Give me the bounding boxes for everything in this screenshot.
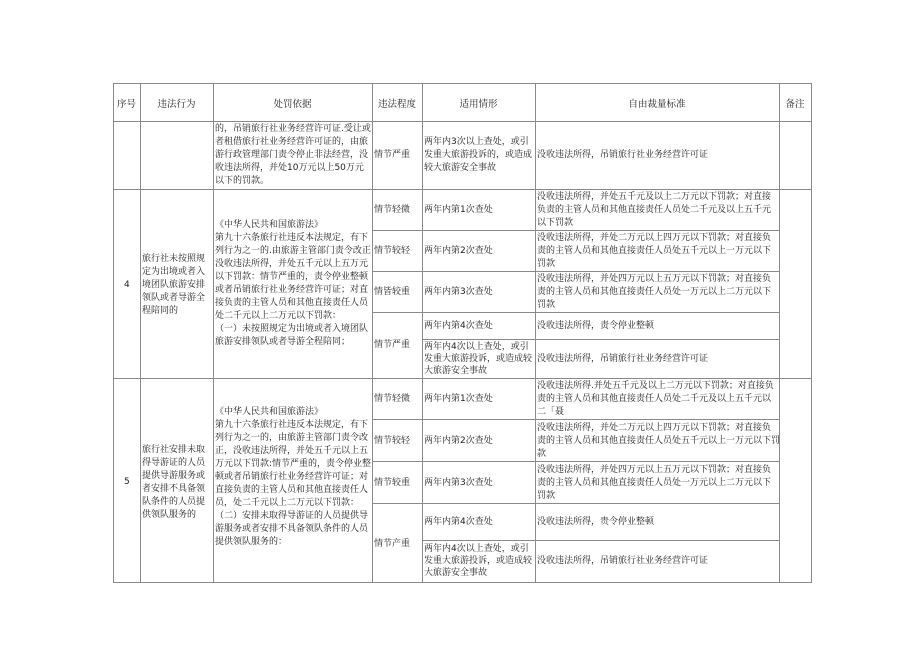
row-seq: 5: [124, 477, 130, 487]
situation-cell: 两年内第4次查处: [424, 321, 493, 331]
basis-line: 提供领队服务的：: [215, 537, 288, 547]
standard-line: 没收违法所得，吊销旅行社业务经营许可证: [537, 556, 709, 566]
row-seq: 4: [124, 280, 130, 290]
header-seq: 序号: [116, 99, 136, 110]
grid-line: [422, 83, 423, 583]
standard-line: 责的主管人员和其他直接责任人员处一万元以上二万元以下: [537, 478, 772, 488]
standard-line: 以下罚款: [537, 218, 574, 228]
violation-line: 旅行社安排未取: [142, 445, 206, 455]
basis-line: 万元以下罚款:情节严重的，责令停业整: [215, 459, 372, 469]
standard-line: 没收违法所得，并处四万元以上五万元以下罚款；对直接负: [537, 465, 772, 475]
situation-cell: 两年内第1次查处: [424, 205, 493, 215]
basis-line: 顿或者吊销旅行社业务经营许可证；对: [215, 472, 369, 482]
standard-line: 责的主管人员和其他直接责任人员处五千元以上一万元以下罚: [537, 436, 781, 446]
situation-cell: 两年内第3次查处: [424, 287, 493, 297]
violation-line: 得导游证的人员: [142, 458, 206, 468]
violation-line: 旅行社未按照规: [142, 254, 206, 264]
basis-line: 接负责的主管人员和其他直接责任人员: [215, 298, 369, 308]
grid-line: [113, 121, 812, 122]
grid-line: [422, 540, 779, 541]
situation-cell: 两年内第2次查处: [424, 436, 493, 446]
degree-cell: 情节轻微: [374, 394, 411, 404]
violation-line: 队条件的人员提: [142, 497, 206, 507]
grid-line: [113, 189, 812, 190]
basis-line: 列行为之一的.由旅游主管部门责令改正: [215, 246, 371, 256]
basis-line: 处二千元以上二万元以下罚款：: [215, 311, 342, 321]
basis-line: 者租借旅行社业务经营许可证的，由旅: [215, 137, 369, 147]
standard-line: 没收违法所得，责令停业整顿: [537, 321, 655, 331]
situation-cell: 两年内第2次查处: [424, 246, 493, 256]
violation-line: 供领队服务的: [142, 510, 197, 520]
grid-line: [113, 83, 114, 583]
basis-line: 第九十六条旅行社违反本法规定，有下: [215, 420, 369, 430]
grid-line: [372, 503, 779, 504]
grid-line: [372, 312, 779, 313]
standard-cell: 没收违法所得，吊销旅行社业务经营许可证: [537, 150, 709, 160]
standard-line: 没收违法所得，并处二万元以上四万元以下罚款；对直接负: [537, 423, 772, 433]
grid-line: [372, 230, 779, 231]
basis-line: 第九十六条旅行社违反本法规定，有下: [215, 233, 369, 243]
standard-line: 罚款: [537, 300, 556, 310]
basis-line: 以下的罚款。: [215, 176, 270, 186]
basis-line: 游服务或者安排不具备领队条件的人员: [215, 524, 369, 534]
standard-line: 罚款: [537, 259, 556, 269]
degree-cell: 情节较轻: [374, 246, 411, 256]
situation-line: 发重大旅游投诉，或造成较: [424, 354, 533, 364]
standard-line: 责的主管人员和其他直接责任人员处五千元以上一万元以下: [537, 246, 772, 256]
header-degree: 违法程度: [377, 99, 416, 110]
degree-cell: 情皆较重: [374, 287, 411, 297]
grid-line: [113, 378, 812, 379]
basis-line: 列行为之一的，由旅游主管部门责令改: [215, 433, 369, 443]
grid-line: [811, 83, 812, 583]
grid-line: [213, 83, 214, 583]
basis-line: 的，吊销旅行社业务经营许可证.受让或: [215, 124, 371, 134]
basis-line: 《中华人民共和国旅游法》: [215, 220, 324, 230]
situation-cell: 两年内第3次查处: [424, 478, 493, 488]
standard-line: 没收违法所得，贵令停业整顿: [537, 517, 655, 527]
standard-line: 没收违法所得，并处四万元以上五万元以下罚款；对直接负: [537, 274, 772, 284]
basis-line: 《中华人民共和国旅游法》: [215, 407, 324, 417]
basis-line: 或者吊销旅行社业务经营许可证；对直: [215, 285, 369, 295]
degree-cell: 情节较轻: [374, 436, 411, 446]
standard-line: 没收违法所得，并处五千元及以上二万元以下罚款；对直接: [537, 192, 772, 202]
standard-line: 罚款: [537, 491, 556, 501]
violation-line: 者安排不具备领: [142, 484, 206, 494]
standard-line: 责的主管人员和其他直接责任人员处二千元及以上五千元以: [537, 394, 772, 404]
degree-cell: 情节严重: [374, 150, 411, 160]
grid-line: [140, 83, 141, 583]
situation-line: 两年内3次以上查处，或引: [424, 137, 529, 147]
situation-cell: 两年内第1次查处: [424, 394, 493, 404]
standard-line: 二「聂: [537, 407, 565, 417]
basis-line: 正，没收违法所得，并处五千元以上五: [215, 446, 369, 456]
degree-cell: 情节轻微: [374, 205, 411, 215]
standard-line: 没收违法所得，吊销旅行社业务经营许可证: [537, 354, 709, 364]
grid-line: [372, 419, 779, 420]
situation-line: 两年内4次以上查处，或引: [424, 342, 529, 352]
violation-line: 境团队旅游安排: [142, 280, 206, 290]
grid-line: [372, 461, 779, 462]
header-note: 备注: [785, 99, 805, 110]
situation-line: 大旅游安全事故: [424, 366, 488, 376]
basis-line: 收违法所得，并处10万元以上50万元: [215, 163, 364, 173]
degree-cell: 情节产重: [374, 539, 411, 549]
basis-line: 以下罚款：情节严重的，责令停业整顿: [215, 272, 369, 282]
grid-line: [113, 582, 812, 583]
basis-line: 员，处二千元以上二万元以下罚款：: [215, 498, 360, 508]
standard-line: 没收违法所得.并处五千元及以上二万元以下罚款；对直接负: [537, 381, 774, 391]
situation-line: 发重大旅游投诉，或造成较: [424, 556, 533, 566]
penalty-table: [113, 83, 812, 583]
basis-line: 没收违法所得，并处五千元以上五万元: [215, 259, 369, 269]
header-situation: 适用情形: [459, 99, 498, 110]
situation-line: 大旅游安全事故: [424, 568, 488, 578]
situation-cell: 两年内第4次查处: [424, 517, 493, 527]
standard-line: 款: [537, 449, 547, 459]
grid-line: [422, 339, 779, 340]
basis-line: （二）安排未取得导游证的人员提供导: [215, 511, 369, 521]
basis-line: （一）未按照规定为出境或者入境团队: [215, 324, 369, 334]
basis-line: 直接负责的主管人员和其他直接责任人: [215, 485, 369, 495]
grid-line: [535, 83, 536, 583]
situation-line: 较大旅游安全事故: [424, 163, 497, 173]
situation-line: 发重大旅游投诉的，或造成: [424, 150, 533, 160]
standard-line: 负责的主管人员和其他直接责任人员处二千元及以上五千元: [537, 205, 772, 215]
standard-line: 责的主管人员和其他直接责任人员处一万元以上二万元以下: [537, 287, 772, 297]
violation-line: 提供导游服务或: [142, 471, 206, 481]
grid-line: [113, 83, 812, 84]
violation-line: 程陪同的: [142, 306, 179, 316]
basis-line: 旅游安排领队或者导游全程陪同；: [215, 337, 351, 347]
header-violation: 违法行为: [157, 99, 196, 110]
grid-line: [779, 83, 780, 583]
basis-line: 游行政管理部门责令停止非法经营，没: [215, 150, 369, 160]
degree-cell: 情节严重: [374, 340, 411, 350]
standard-line: 没收违法所得，并处二万元以上四万元以下罚款；对直接负: [537, 233, 772, 243]
header-basis: 处罚依据: [273, 99, 312, 110]
degree-cell: 情节较重: [374, 478, 411, 488]
violation-line: 定为出境或者入: [142, 267, 206, 277]
grid-line: [372, 83, 373, 583]
violation-line: 领队或者导游全: [142, 293, 206, 303]
situation-line: 两年内4次以上查处，或引: [424, 544, 529, 554]
header-standard: 自由裁量标准: [628, 99, 686, 110]
grid-line: [372, 271, 779, 272]
